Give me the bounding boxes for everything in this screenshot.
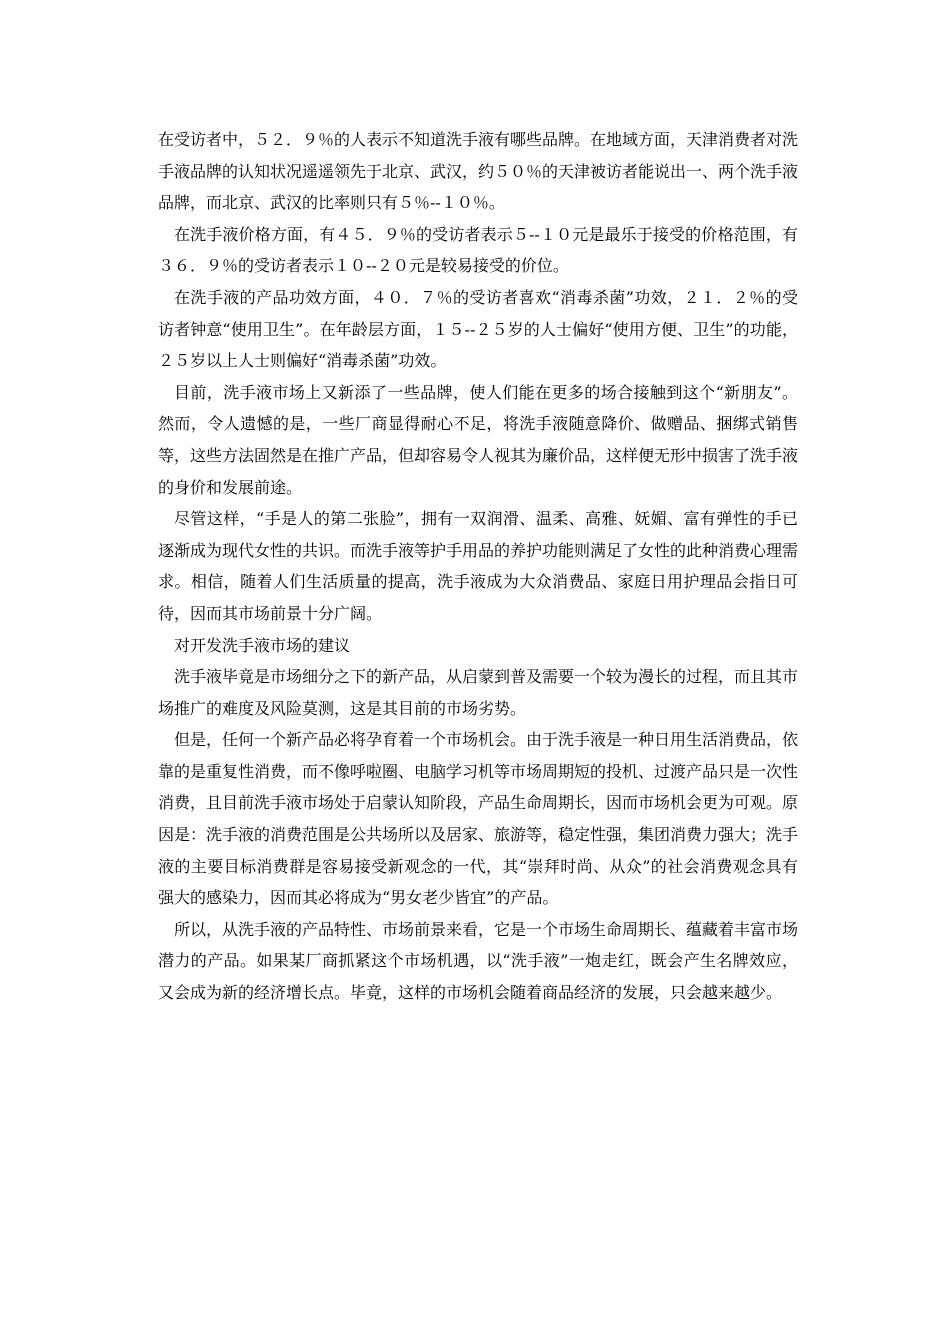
paragraph-market-opportunity: 但是，任何一个新产品必将孕育着一个市场机会。由于洗手液是一种日用生活消费品，依靠的是重复性消费，而不像呼啦圈、电脑学习机等市场周期短的投机、过渡产品只是一次性消费，且目前洗手液市场处于启蒙认知阶段，产品生命周期长，因而市场机会更为可观。原因是：洗手液的消费范围是公共场所以及居家、旅游等，稳定性强，集团消费力强大；洗手液的主要目标消费群是容易接受新观念的一代，其“崇拜时尚、从众”的社会消费观念具有强大的感染力，因而其必将成为“男女老少皆宜”的产品。 — [158, 730, 799, 908]
document-body — [158, 124, 798, 1009]
paragraph-price: 在洗手液价格方面，有４５．９％的受访者表示５--１０元是最乐于接受的价格范围，有３６．９％的受访者表示１０--２０元是较易接受的价位。 — [158, 224, 798, 276]
section-heading-suggestions: 对开发洗手液市场的建议 — [174, 635, 351, 655]
paragraph-efficacy: 在洗手液的产品功效方面，４０．７％的受访者喜欢“消毒杀菌”功效，２１．２％的受访者钟意“使用卫生”。在年龄层方面，１５--２５岁的人士偏好“使用方便、卫生”的功能，２５岁以上人士则偏好“消毒杀菌”功效。 — [158, 287, 798, 371]
paragraph-market-outlook: 尽管这样，“手是人的第二张脸”，拥有一双润滑、温柔、高雅、妩媚、富有弹性的手已逐渐成为现代女性的共识。而洗手液等护手用品的养护功能则满足了女性的此种消费心理需求。相信，随着人们生活质量的提高，洗手液成为大众消费品、家庭日用护理品会指日可待，因而其市场前景十分广阔。 — [158, 509, 799, 623]
paragraph-brand-awareness: 在受访者中，５２．９％的人表示不知道洗手液有哪些品牌。在地域方面，天津消费者对洗手液品牌的认知状况遥遥领先于北京、武汉，约５０％的天津被访者能说出一、两个洗手液品牌，而北京、武汉的比率则只有５％--１０％。 — [158, 130, 799, 213]
paragraph-market-status: 目前，洗手液市场上又新添了一些品牌，使人们能在更多的场合接触到这个“新朋友”。然而，令人遗憾的是，一些厂商显得耐心不足，将洗手液随意降价、做赠品、捆绑式销售等，这些方法固然是在推广产品，但却容易令人视其为廉价品，这样便无形中损害了洗手液的身价和发展前途。 — [158, 382, 799, 497]
paragraph-market-disadvantage: 洗手液毕竟是市场细分之下的新产品，从启蒙到普及需要一个较为漫长的过程，而且其市场推广的难度及风险莫测，这是其目前的市场劣势。 — [158, 667, 799, 718]
paragraph-conclusion: 所以，从洗手液的产品特性、市场前景来看，它是一个市场生命周期长、蕴藏着丰富市场潜力的产品。如果某厂商抓紧这个市场机遇，以“洗手液”一炮走红，既会产生名牌效应，又会成为新的经济增长点。毕竟，这样的市场机会随着商品经济的发展，只会越来越少。 — [158, 919, 799, 1003]
